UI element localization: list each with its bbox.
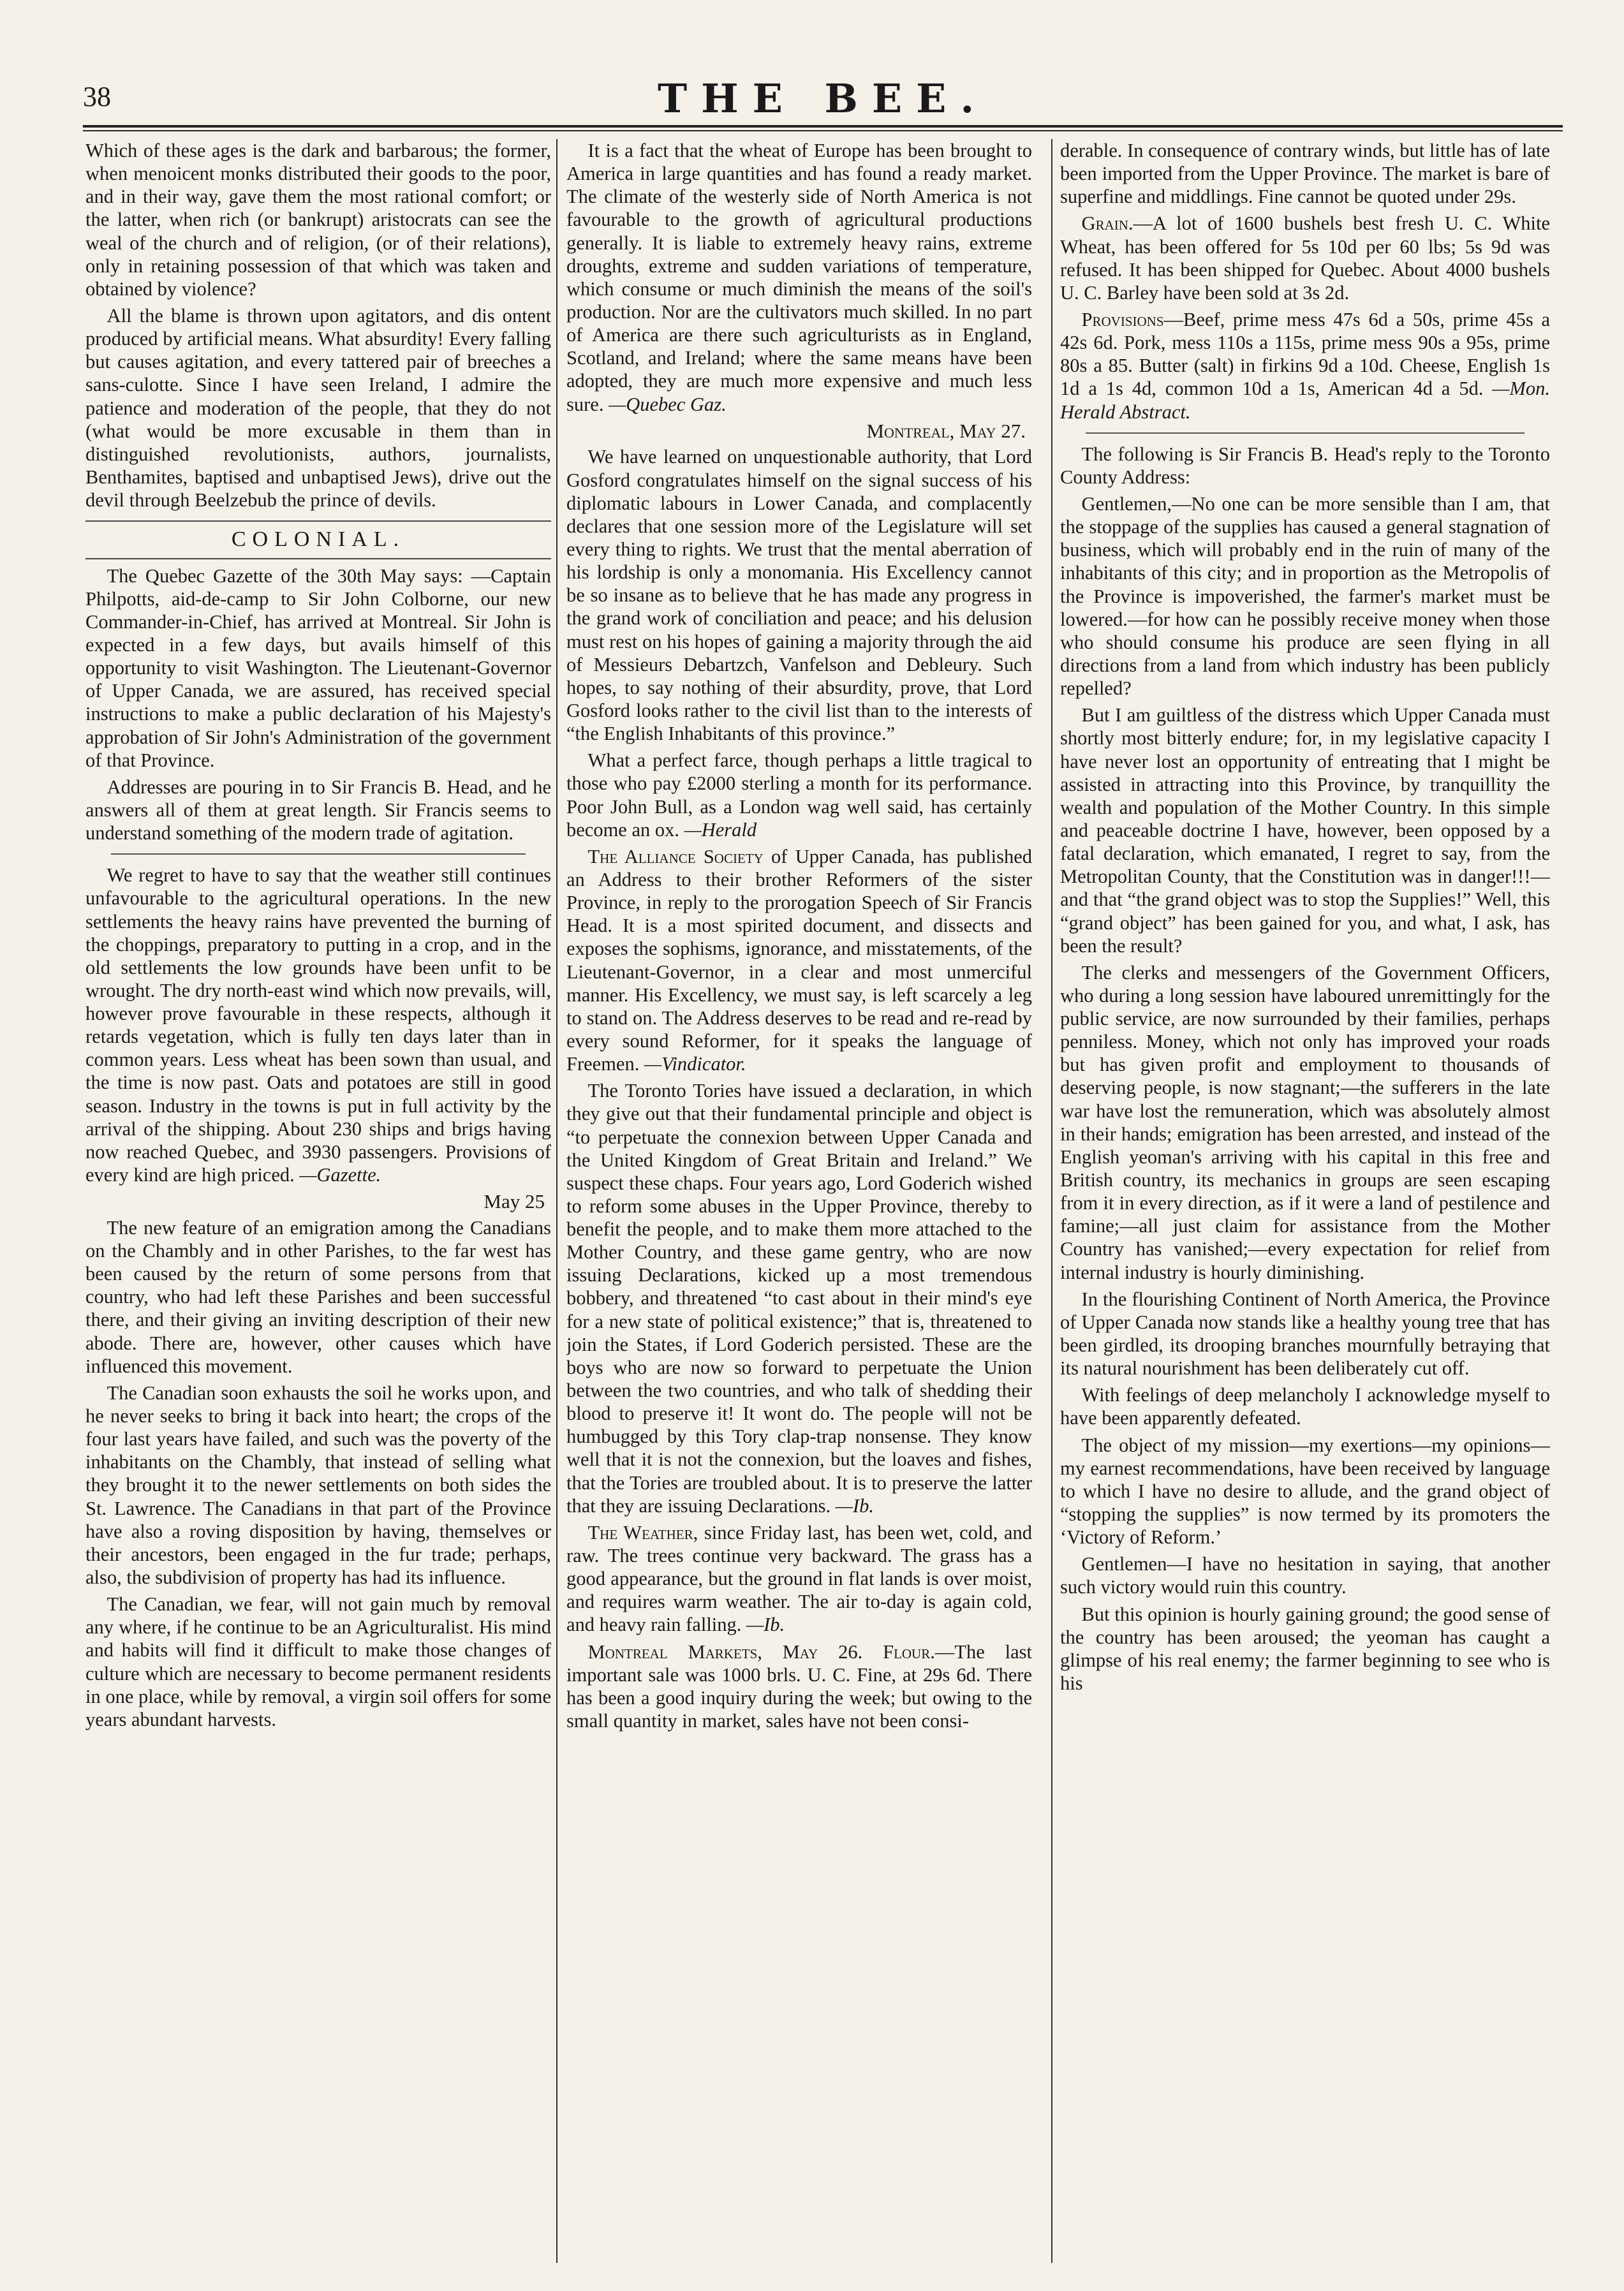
dateline: Montreal, May 27. xyxy=(866,419,1026,442)
source-credit: —Ib. xyxy=(746,1614,785,1636)
paragraph: derable. In consequence of contrary winds, but little has of late been imported from the Upper Province. The market is bare of superfine and middlings. Fine cannot be quoted under 29s. xyxy=(1060,140,1550,208)
paragraph: But I am guiltless of the distress which Upper Canada must shortly most bitterly endure; for, in my legislative capacity I have never lost an opportunity of entreating that I might be assisted in attracting into this Province, by tranquillity the wealth and population of the Mother Country. In this simple and peaceable doctrine I have, however, been opposed by a fatal declaration, which emanated, I regret to say, from the Metropolitan County, that the Constitution was in danger!!!—and that “the grand object was to stop the Supplies!” Well, this “grand object” has been gained for you, and what, I ask, has been the result? xyxy=(1060,704,1550,957)
lead-in: Montreal Markets, May 26. Flour. xyxy=(587,1640,935,1663)
paragraph: The Canadian soon exhausts the soil he works upon, and he never seeks to bring it back into heart; the crops of the four last years have failed, and such was the poverty of the inhabitants on the Chambly, that instead of selling what they brought it to the newer settlements on both sides the St. Lawrence. The Canadians in that part of the Province have also a roving disposition by having, themselves or their ancestors, been engaged in the fur trade; perhaps, also, the subdivision of property has had its influence. xyxy=(85,1381,551,1589)
paragraph: Which of these ages is the dark and barbarous; the former, when menoicent monks distributed their goods to the poor, and in their way, gave them the most rational comfort; or the latter, when rich (or bankrupt) aristocrats can see the weal of the church and of religion, (or of their relations), only in retaining possession of that which was taken and obtained by violence? xyxy=(85,140,551,300)
paragraph: With feelings of deep melancholy I acknowledge myself to have been apparently defeated. xyxy=(1060,1384,1550,1429)
paragraph-text: —The last important sale was 1000 brls. U. C. Fine, at 29s 6d. There has been a good inquiry during the week; but owing to the small quantity in market, sales have not been consi- xyxy=(566,1640,1032,1732)
column-3 xyxy=(1060,139,1550,2263)
paragraph xyxy=(566,1640,1032,1733)
article-separator xyxy=(1086,432,1524,434)
paragraph-text: We regret to have to say that the weather still continues unfavourable to the agricultural operations. In the new settlements the heavy rains have prevented the burning of the choppings, preparatory to putting in a crop, and in the old settlements the low grounds have been unfit to be wrought. The dry north-east wind which now prevails, will, however prove favourable in these respects, although it retards vegetation, which is fully ten days later than in common years. Less wheat has been sown than usual, and the time is now past. Oats and potatoes are still in good season. Industry in the towns is put in full activity by the arrival of the shipping. About 230 ships and brigs having now reached Quebec, and 3930 passengers. Provisions of every kind are high priced. xyxy=(85,864,551,1186)
source-credit: —Vindicator. xyxy=(644,1053,746,1075)
paragraph xyxy=(566,749,1032,841)
paragraph-text: —Beef, prime mess 47s 6d a 50s, prime 45s a 42s 6d. Pork, mess 110s a 115s, prime mess 90s a 95s, prime 80s a 85. Butter (salt) in firkins 9d a 10d. Cheese, English 1s 1d a 1s 4d, common 10d a 1s, American 4d a 5d. xyxy=(1060,308,1550,400)
source-credit: —Quebec Gaz. xyxy=(609,393,727,415)
header-rule xyxy=(83,125,1563,128)
paragraph: The object of my mission—my exertions—my opinions—my earnest recommendations, have been received by language to which I have no desire to allude, and the grand object of “stopping the supplies” is now termed by its promoters the ‘Victory of Reform.’ xyxy=(1060,1434,1550,1549)
lead-in: Provisions xyxy=(1081,308,1164,330)
page-number: 38 xyxy=(83,81,111,112)
dateline: May 25 xyxy=(484,1190,545,1213)
lead-in: The Weather, xyxy=(587,1521,698,1543)
source-credit: —Herald xyxy=(684,818,757,841)
source-credit: —Gazette. xyxy=(299,1164,381,1186)
header-rule-thin xyxy=(83,130,1563,131)
paragraph: All the blame is thrown upon agitators, and dis ontent produced by artificial means. What absurdity! Every falling but causes agitation, and every tattered pair of breeches a sans-culotte. Since I have seen Ireland, I admire the patience and moderation of the people, that they do not (what would be more excusable in them than in distinguished revolutionists, authors, journalists, Benthamites, baptised and unbaptised Jews), drive out the devil through Beelzebub the prince of devils. xyxy=(85,304,551,512)
paragraph: Gentlemen,—No one can be more sensible than I am, that the stoppage of the supplies has caused a general stagnation of business, which will probably end in the ruin of many of the inhabitants of this city; and in proportion as the Metropolis of the Province is impoverished, the farmer's market must be lowered.—for how can he possibly receive money when those who should consume his produce are seen flying in all directions from a land from which industry has been publicly repelled? xyxy=(1060,492,1550,700)
paragraph: In the flourishing Continent of North America, the Province of Upper Canada now stands like a healthy young tree that has been girdled, its drooping branches mournfully betraying that its natural nourishment has been deliberately cut off. xyxy=(1060,1288,1550,1380)
paragraph: The following is Sir Francis B. Head's reply to the Toronto County Address: xyxy=(1060,443,1550,488)
paragraph: The Canadian, we fear, will not gain much by removal any where, if he continue to be an Agriculturalist. His mind and habits will find it difficult to make those changes of culture which are necessary to become permanent residents in one place, while by removal, a virgin soil offers for some years abundant harvests. xyxy=(85,1593,551,1730)
column-divider xyxy=(1051,139,1052,2263)
paragraph: Addresses are pouring in to Sir Francis B. Head, and he answers all of them at great length. Sir Francis seems to understand something of the modern trade of agitation. xyxy=(85,776,551,844)
paragraph-text: The Toronto Tories have issued a declaration, in which they give out that their fundamental principle and object is “to perpetuate the connexion between Upper Canada and the United Kingdom of Great Britain and Ireland.” We suspect these chaps. Four years ago, Lord Goderich wished to reform some abuses in the Upper Province, thereby to benefit the people, and to make them more attached to the Mother Country, and these game gentry, who are now issuing Declarations, kicked up a most tremendous bobbery, and threatened “to cast about in their mind's eye for a new state of political existence;” that is, threatened to join the States, if Lord Goderich persisted. These are the boys who are now so forward to perpetuate the Union between the two countries, and who talk of shedding their blood to preserve it! It wont do. The people will not be humbugged by this Tory clap-trap nonsense. They know well that it is not the connexion, but the loaves and fishes, that the Tories are troubled about. It is to preserve the latter that they are issuing Declarations. xyxy=(566,1080,1032,1517)
paragraph-text: —A lot of 1600 bushels best fresh U. C. White Wheat, has been offered for 5s 10d per 60 lbs; 5s 9d was refused. It has been shipped for Quebec. About 4000 bushels U. C. Barley have been sold at 3s 2d. xyxy=(1060,212,1550,304)
paragraph xyxy=(85,864,551,1186)
newspaper-title: THE BEE. xyxy=(657,75,989,122)
paragraph xyxy=(1060,212,1550,304)
paragraph: The clerks and messengers of the Government Officers, who during a long session have laboured unremittingly for the public service, are now surrounded by their families, perhaps penniless. Money, which not only has improved your roads but has given profit and employment to thousands of deserving people, is now stagnant;—the sufferers in the late war have lost the remuneration, which was absolutely almost in their hands; emigration has been arrested, and instead of the English yeoman's arriving with his capital in this free and British country, its mechanics in groups are seen escaping from it in every direction, as if it were a land of pestilence and famine;—all just claim for assistance from the Mother Country has vanished;—every expectation for relief from internal industry is hourly diminishing. xyxy=(1060,961,1550,1283)
paragraph-text: It is a fact that the wheat of Europe has been brought to America in large quantities and has found a ready market. The climate of the westerly side of North America is not favourable to the growth of agricultural productions generally. It is liable to extremely heavy rains, extreme droughts, extreme and sudden variations of temperature, which consume or much diminish the means of the soil's production. Nor are the cultivators much skilled. In no part of America are there such agriculturists as in England, Scotland, and Ireland; where the same means have been adopted, they are much more expensive and much less sure. xyxy=(566,140,1032,415)
paragraph: The new feature of an emigration among the Canadians on the Chambly and in other Parishes, to the far west has been caused by the return of some persons from that country, who had left these Parishes and been successful there, and their giving an inviting description of their new abode. There are, however, other causes which have influenced this movement. xyxy=(85,1216,551,1377)
paragraph-text: since Friday last, has been wet, cold, and raw. The trees continue very backward. The grass has a good appearance, but the ground in flat lands is over moist, and requires warm weather. The air to-day is again cold, and heavy rain falling. xyxy=(566,1521,1032,1636)
paragraph xyxy=(566,845,1032,1075)
paragraph: We have learned on unquestionable authority, that Lord Gosford congratulates himself on the signal success of his diplomatic labours in Lower Canada, and complacently declares that one session more of the Legislature will set every thing to rights. We trust that the mental aberration of his lordship is only a monomania. His Excellency cannot be so insane as to believe that he has made any progress in the grand work of conciliation and peace; and his delusion must rest on his hopes of gaining a majority through the aid of Messieurs Debartzch, Vanfelson and Debleury. Such hopes, to say nothing of their absurdity, prove, that Lord Gosford looks rather to the civil list than to the interests of “the English Inhabitants of this province.” xyxy=(566,446,1032,745)
masthead xyxy=(83,75,1563,120)
paragraph: The Quebec Gazette of the 30th May says: —Captain Philpotts, aid-de-camp to Sir John Colborne, our new Commander-in-Chief, has arrived at Montreal. Sir John is expected in a few days, but avails himself of this opportunity to visit Washington. The Lieutenant-Governor of Upper Canada, we are assured, has received special instructions to make a public declaration of his Majesty's approbation of Sir John's Administration of the government of that Province. xyxy=(85,564,551,771)
paragraph: But this opinion is hourly gaining ground; the good sense of the country has been aroused; the yeoman has caught a glimpse of his real enemy; the farmer beginning to see who is his xyxy=(1060,1603,1550,1694)
column-1 xyxy=(85,139,551,2263)
source-credit: —Mon. Herald Abstract. xyxy=(1060,378,1550,423)
paragraph-text: of Upper Canada, has published an Address to their brother Reformers of the sister Province, in reply to the prorogation Speech of Sir Francis Head. It is a most spirited document, and dissects and exposes the sophisms, ignorance, and misstatements, of the Lieutenant-Governor, in a clear and most unmerciful manner. His Excellency, we must say, is left scarcely a leg to stand on. The Address deserves to be read and re-read by every sound Reformer, for it speaks the language of Freemen. xyxy=(566,845,1032,1075)
paragraph xyxy=(566,1079,1032,1517)
paragraph xyxy=(1060,308,1550,424)
column-divider xyxy=(556,139,557,2263)
section-heading-colonial: COLONIAL. xyxy=(85,520,551,559)
article-separator xyxy=(111,853,526,855)
lead-in: Grain. xyxy=(1081,212,1133,235)
source-credit: —Ib. xyxy=(835,1494,874,1517)
paragraph: Gentlemen—I have no hesitation in saying, that another such victory would ruin this country. xyxy=(1060,1553,1550,1598)
paragraph xyxy=(566,1521,1032,1637)
column-2 xyxy=(566,139,1032,2263)
paragraph-text: What a perfect farce, though perhaps a little tragical to those who pay £2000 sterling a month for its performance. Poor John Bull, as a London wag well said, has certainly become an ox. xyxy=(566,749,1032,841)
paragraph xyxy=(566,139,1032,416)
lead-in: The Alliance Society xyxy=(587,845,764,867)
